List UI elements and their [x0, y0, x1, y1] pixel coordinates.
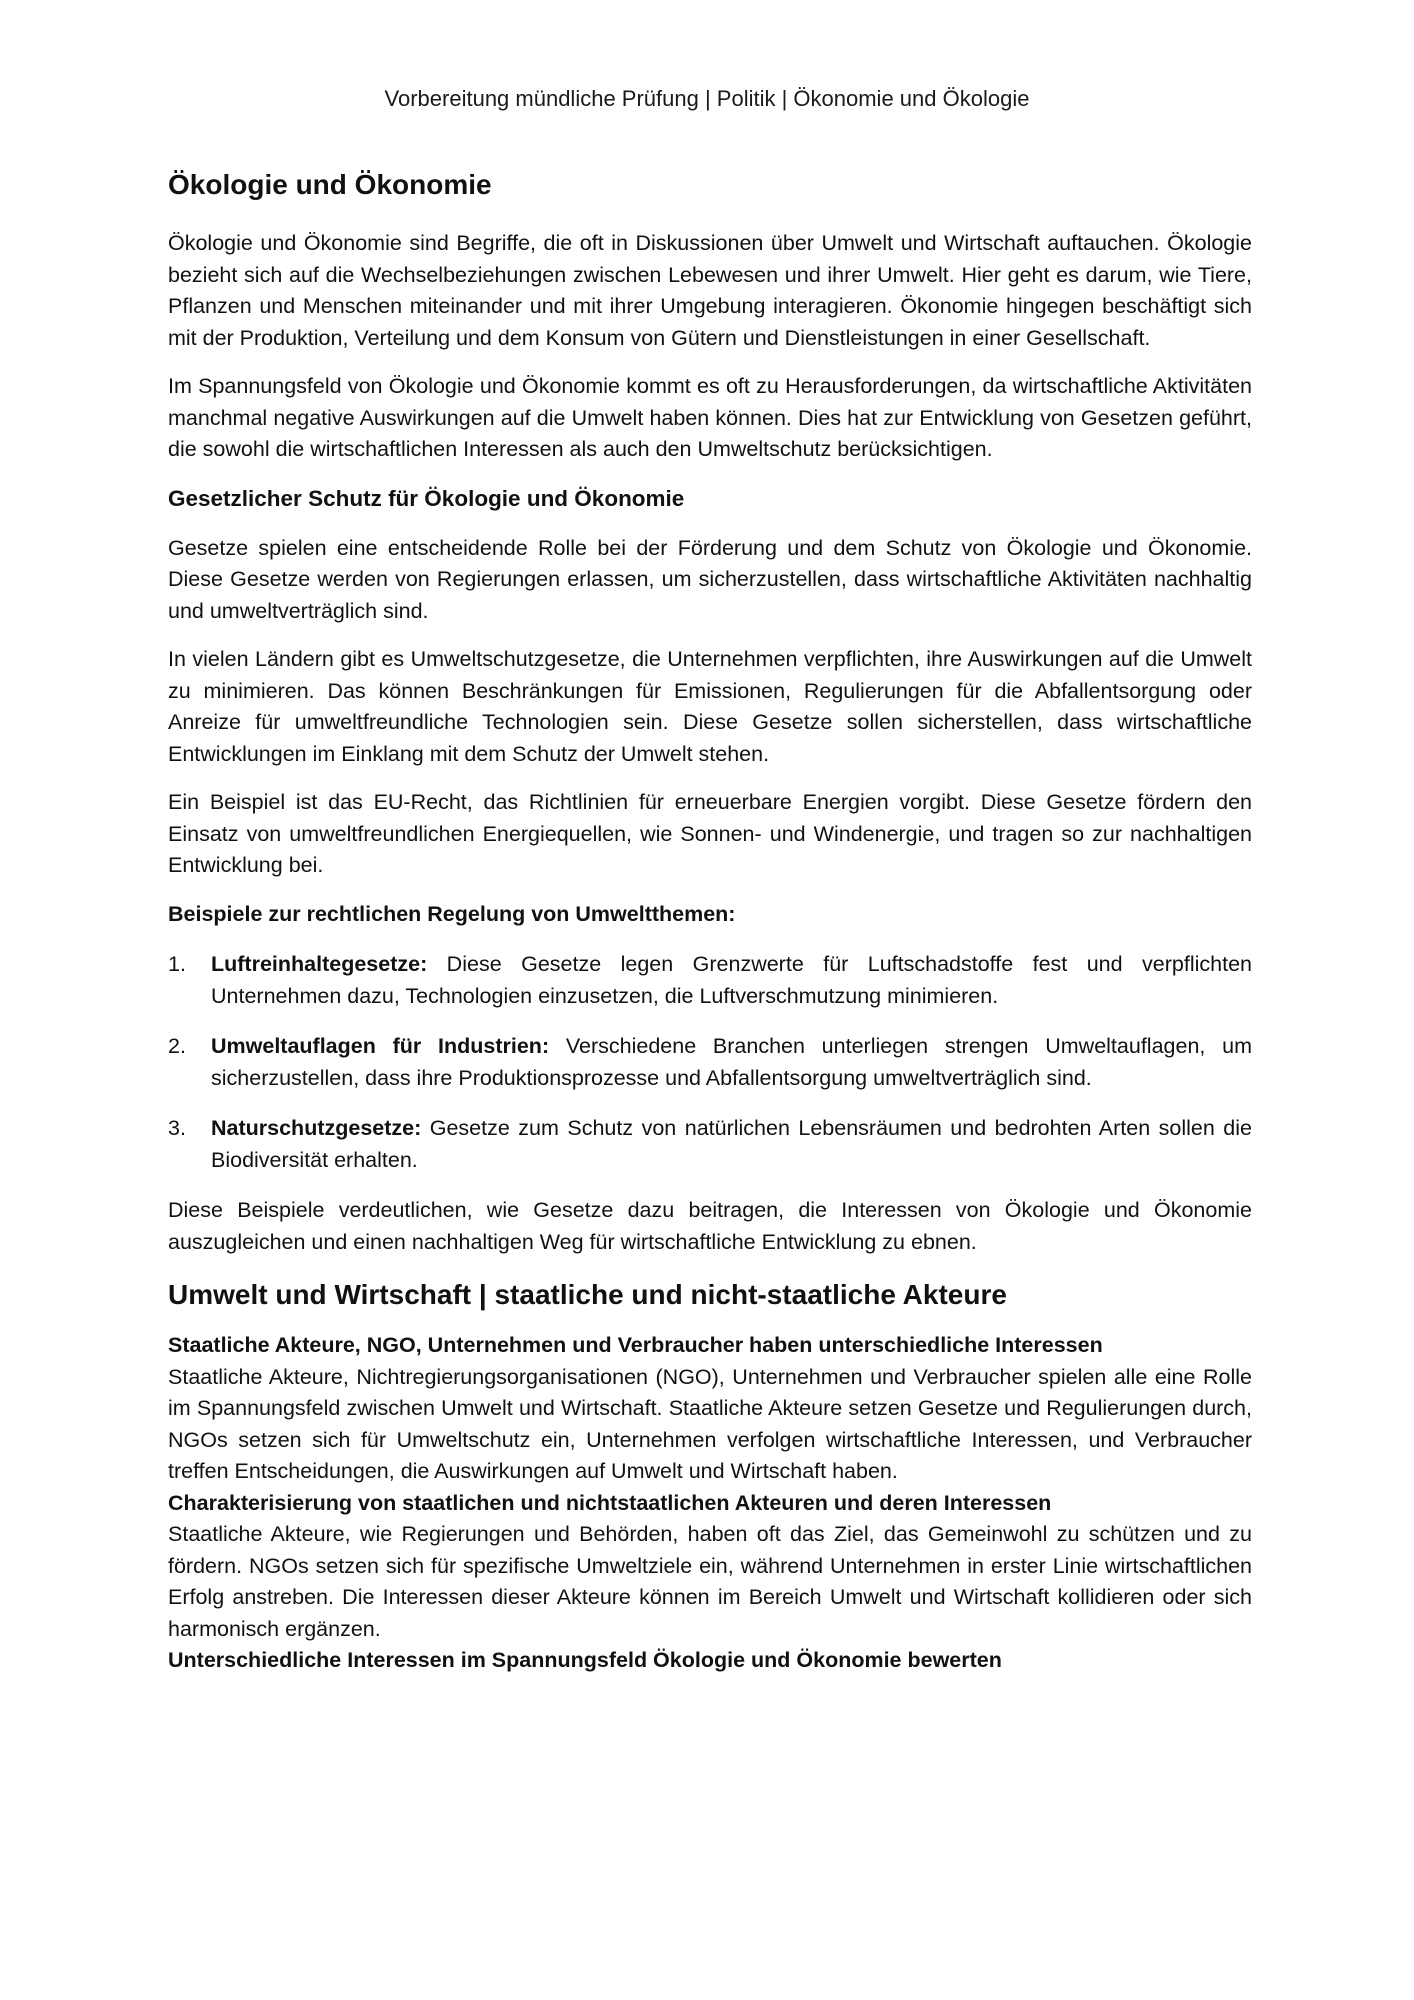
list-item [168, 949, 1252, 1012]
block3-heading: Unterschiedliche Interessen im Spannungsfeld Ökologie und Ökonomie bewerten [168, 1648, 1002, 1672]
list-item-text: Verschiedene Branchen unterliegen strengen Umweltauflagen, um sicherzustellen, dass ihre Produktionsprozesse und Abfallentsorgung umweltverträglich sind. [211, 1034, 1252, 1090]
list-item-text: Gesetze zum Schutz von natürlichen Lebensräumen und bedrohten Arten sollen die Biodiversität erhalten. [211, 1116, 1252, 1172]
block2-heading: Charakterisierung von staatlichen und nichtstaatlichen Akteuren und deren Interessen [168, 1490, 1052, 1515]
list-item-number: 3. [168, 1116, 186, 1140]
intro-paragraph-2: Im Spannungsfeld von Ökologie und Ökonomie kommt es oft zu Herausforderungen, da wirtschaftliche Aktivitäten manchmal negative Auswirkungen auf die Umwelt haben können. Dies hat zur Entwicklung von Gesetzen geführt, die sowohl die wirtschaftlichen Interessen als auch den Umweltschutz berücksichtigen. [168, 374, 1252, 461]
closing-paragraph: Diese Beispiele verdeutlichen, wie Gesetze dazu beitragen, die Interessen von Ökologie und Ökonomie auszugleichen und einen nachhaltigen Weg für wirtschaftliche Entwicklung zu ebnen. [168, 1198, 1252, 1254]
block2-text: Staatliche Akteure, wie Regierungen und Behörden, haben oft das Ziel, das Gemeinwohl zu schützen und zu fördern. NGOs setzen sich für spezifische Umweltziele ein, während Unternehmen in erster Linie wirtschaftlichen Erfolg anstreben. Die Interessen dieser Akteure können im Bereich Umwelt und Wirtschaft kollidieren oder sich harmonisch ergänzen. [168, 1522, 1252, 1641]
block1-text: Staatliche Akteure, Nichtregierungsorganisationen (NGO), Unternehmen und Verbraucher spielen alle eine Rolle im Spannungsfeld zwischen Umwelt und Wirtschaft. Staatliche Akteure setzen Gesetze und Regulierungen durch, NGOs setzen sich für Umweltschutz ein, Unternehmen verfolgen wirtschaftliche Interessen, und Verbraucher treffen Entscheidungen, die Auswirkungen auf Umwelt und Wirtschaft haben. [168, 1364, 1252, 1483]
list-item-text: Diese Gesetze legen Grenzwerte für Luftschadstoffe fest und verpflichten Unternehmen dazu, Technologien einzusetzen, die Luftverschmutzung minimieren. [211, 952, 1252, 1008]
law-paragraph-2: In vielen Ländern gibt es Umweltschutzgesetze, die Unternehmen verpflichten, ihre Auswirkungen auf die Umwelt zu minimieren. Das können Beschränkungen für Emissionen, Regulierungen für die Abfallentsorgung oder Anreize für umweltfreundliche Technologien sein. Diese Gesetze sollen sicherstellen, dass wirtschaftliche Entwicklungen im Einklang mit dem Schutz der Umwelt stehen. [168, 647, 1252, 766]
list-item [168, 1031, 1252, 1094]
running-header: Vorbereitung mündliche Prüfung | Politik | Ökonomie und Ökologie [384, 86, 1030, 111]
list-item-term: Luftreinhaltegesetze: [211, 952, 428, 976]
section-title-umwelt-wirtschaft: Umwelt und Wirtschaft | staatliche und nicht-staatliche Akteure [168, 1279, 1007, 1310]
page-content [168, 166, 1252, 1677]
list-item-term: Umweltauflagen für Industrien: [211, 1034, 550, 1058]
law-paragraph-1: Gesetze spielen eine entscheidende Rolle bei der Förderung und dem Schutz von Ökologie und Ökonomie. Diese Gesetze werden von Regierungen erlassen, um sicherzustellen, dass wirtschaftliche Aktivitäten nachhaltig und umweltverträglich sind. [168, 535, 1252, 623]
law-paragraph-3: Ein Beispiel ist das EU-Recht, das Richtlinien für erneuerbare Energien vorgibt. Diese Gesetze fördern den Einsatz von umweltfreundlichen Energiequellen, wie Sonnen- und Windenergie, und tragen so zur nachhaltigen Entwicklung bei. [168, 790, 1252, 877]
section-title-oekologie-oekonomie: Ökologie und Ökonomie [168, 169, 492, 200]
list-item-term: Naturschutzgesetze: [211, 1116, 422, 1140]
examples-list-intro: Beispiele zur rechtlichen Regelung von Umweltthemen: [168, 901, 736, 926]
intro-paragraph-1: Ökologie und Ökonomie sind Begriffe, die oft in Diskussionen über Umwelt und Wirtschaft auftauchen. Ökologie bezieht sich auf die Wechselbeziehungen zwischen Lebewesen und ihrer Umwelt. Hier geht es darum, wie Tiere, Pflanzen und Menschen miteinander und mit ihrer Umgebung interagieren. Ökonomie hingegen beschäftigt sich mit der Produktion, Verteilung und dem Konsum von Gütern und Dienstleistungen in einer Gesellschaft. [168, 231, 1252, 350]
list-item-number: 2. [168, 1034, 186, 1058]
list-item [168, 1113, 1252, 1176]
block1-heading: Staatliche Akteure, NGO, Unternehmen und Verbraucher haben unterschiedliche Interessen [168, 1333, 1103, 1357]
list-item-number: 1. [168, 952, 186, 976]
examples-list [168, 949, 1252, 1176]
subheading-gesetzlicher-schutz: Gesetzlicher Schutz für Ökologie und Ökonomie [168, 485, 685, 511]
